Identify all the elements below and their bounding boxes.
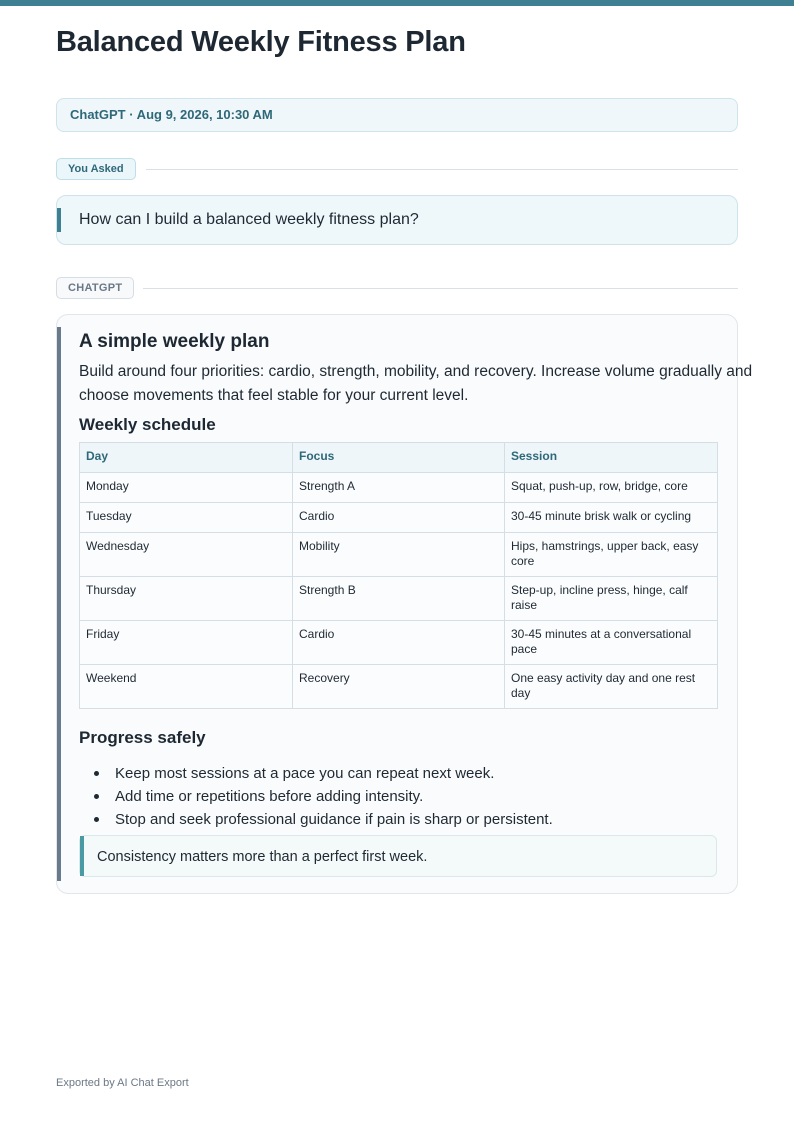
bullet-icon: [94, 794, 99, 799]
answer-label-row: [56, 277, 738, 299]
page-title: Balanced Weekly Fitness Plan: [56, 26, 466, 58]
bullet-icon: [94, 817, 99, 822]
schedule-table: [79, 442, 718, 709]
table-row: [80, 503, 718, 533]
answer-divider: [143, 288, 738, 289]
column-header-focus: Focus: [293, 443, 505, 473]
column-header-session: Session: [505, 443, 718, 473]
table-cell-session: 30-45 minutes at a conversational pace: [505, 621, 718, 665]
answer-accent-bar: [57, 327, 61, 881]
table-cell-focus: Mobility: [293, 533, 505, 577]
answer-bubble: [56, 314, 753, 894]
table-header-row: [80, 443, 718, 473]
callout-accent-bar: [80, 836, 84, 876]
list-item-text: Stop and seek professional guidance if pain is sharp or persistent.: [115, 811, 553, 828]
list-item: [79, 785, 553, 808]
table-cell-day: Weekend: [80, 665, 293, 709]
table-row: [80, 473, 718, 503]
question-accent-bar: [57, 208, 61, 232]
callout-text: Consistency matters more than a perfect first week.: [97, 849, 428, 865]
column-header-day: Day: [80, 443, 293, 473]
conversation-meta: ChatGPT · Aug 9, 2026, 10:30 AM: [56, 98, 738, 132]
question-bubble: [56, 195, 738, 245]
progress-tips-list: [79, 762, 553, 831]
table-cell-session: Hips, hamstrings, upper back, easy core: [505, 533, 718, 577]
list-item-text: Keep most sessions at a pace you can repeat next week.: [115, 765, 495, 782]
list-item: [79, 762, 553, 785]
you-asked-badge: You Asked: [56, 158, 136, 180]
export-footer: Exported by AI Chat Export: [56, 1077, 189, 1089]
schedule-heading: Weekly schedule: [79, 415, 216, 434]
list-item: [79, 808, 553, 831]
table-cell-focus: Strength B: [293, 577, 505, 621]
answer-heading: A simple weekly plan: [79, 331, 270, 352]
table-cell-session: One easy activity day and one rest day: [505, 665, 718, 709]
table-cell-day: Wednesday: [80, 533, 293, 577]
question-label-row: [56, 158, 738, 180]
table-row: [80, 665, 718, 709]
bullet-icon: [94, 771, 99, 776]
chatgpt-badge: CHATGPT: [56, 277, 134, 299]
top-accent-bar: [0, 0, 794, 6]
table-cell-day: Thursday: [80, 577, 293, 621]
list-item-text: Add time or repetitions before adding intensity.: [115, 788, 424, 805]
question-divider: [146, 169, 738, 170]
table-cell-session: 30-45 minute brisk walk or cycling: [505, 503, 718, 533]
callout-note: [79, 835, 717, 877]
table-row: [80, 621, 718, 665]
table-row: [80, 533, 718, 577]
table-cell-focus: Cardio: [293, 621, 505, 665]
table-cell-focus: Cardio: [293, 503, 505, 533]
table-cell-day: Tuesday: [80, 503, 293, 533]
table-cell-focus: Recovery: [293, 665, 505, 709]
table-cell-session: Squat, push-up, row, bridge, core: [505, 473, 718, 503]
table-cell-session: Step-up, incline press, hinge, calf raise: [505, 577, 718, 621]
progress-heading: Progress safely: [79, 728, 206, 747]
table-cell-day: Monday: [80, 473, 293, 503]
table-row: [80, 577, 718, 621]
answer-intro: Build around four priorities: cardio, strength, mobility, and recovery. Increase volume gradually and choose movements that feel stable for your current level.: [79, 363, 753, 404]
table-cell-focus: Strength A: [293, 473, 505, 503]
table-cell-day: Friday: [80, 621, 293, 665]
question-text: How can I build a balanced weekly fitness plan?: [79, 211, 419, 228]
